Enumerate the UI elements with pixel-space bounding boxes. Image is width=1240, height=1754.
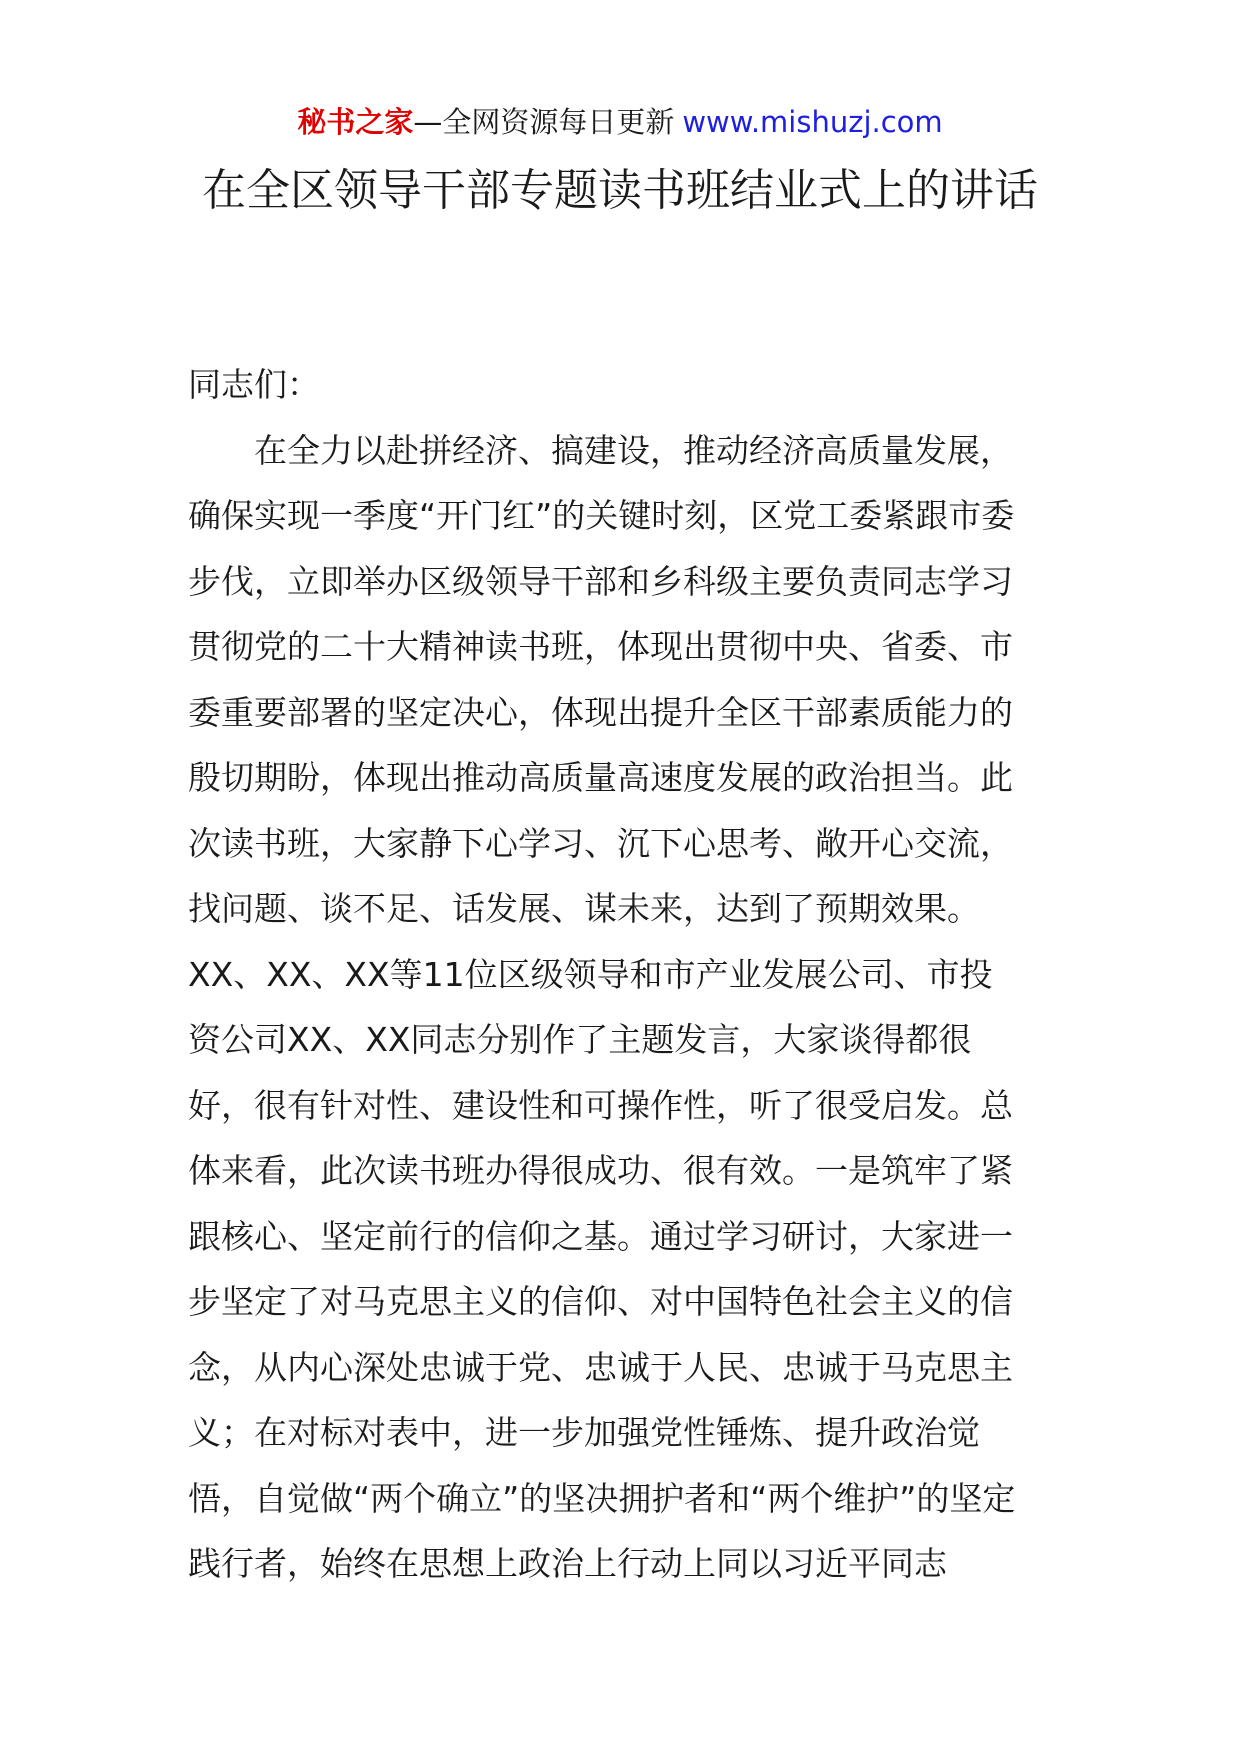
site-header: [0, 102, 1240, 142]
document-body: [188, 352, 1024, 1597]
salutation: 同志们：: [188, 365, 320, 404]
document-title: 在全区领导干部专题读书班结业式上的讲话: [202, 165, 1038, 216]
brand-name: 秘书之家: [297, 105, 414, 139]
body-paragraph: 在全力以赴拼经济、搞建设，推动经济高质量发展，确保实现一季度“开门红”的关键时刻，区党工委紧跟市委步伐，立即举办区级领导干部和乡科级主要负责同志学习贯彻党的二十大精神读书班，体现出贯彻中央、省委、市委重要部署的坚定决心，体现出提升全区干部素质能力的殷切期盼，体现出推动高质量高速度发展的政治担当。此次读书班，大家静下心学习、沉下心思考、敞开心交流，找问题、谈不足、话发展、谋未来，达到了预期效果。XX、XX、XX等11位区级领导和市产业发展公司、市投资公司XX、XX同志分别作了主题发言，大家谈得都很好，很有针对性、建设性和可操作性，听了很受启发。总体来看，此次读书班办得很成功、很有效。一是筑牢了紧跟核心、坚定前行的信仰之基。通过学习研讨，大家进一步坚定了对马克思主义的信仰、对中国特色社会主义的信念，从内心深处忠诚于党、忠诚于人民、忠诚于马克思主义；在对标对表中，进一步加强党性锤炼、提升政治觉悟，自觉做“两个确立”的坚决拥护者和“两个维护”的坚定践行者，始终在思想上政治上行动上同以习近平同志: [188, 430, 1016, 1583]
header-slogan: —全网资源每日更新: [413, 105, 675, 139]
header-url-link[interactable]: www.mishuzj.com: [682, 105, 943, 139]
